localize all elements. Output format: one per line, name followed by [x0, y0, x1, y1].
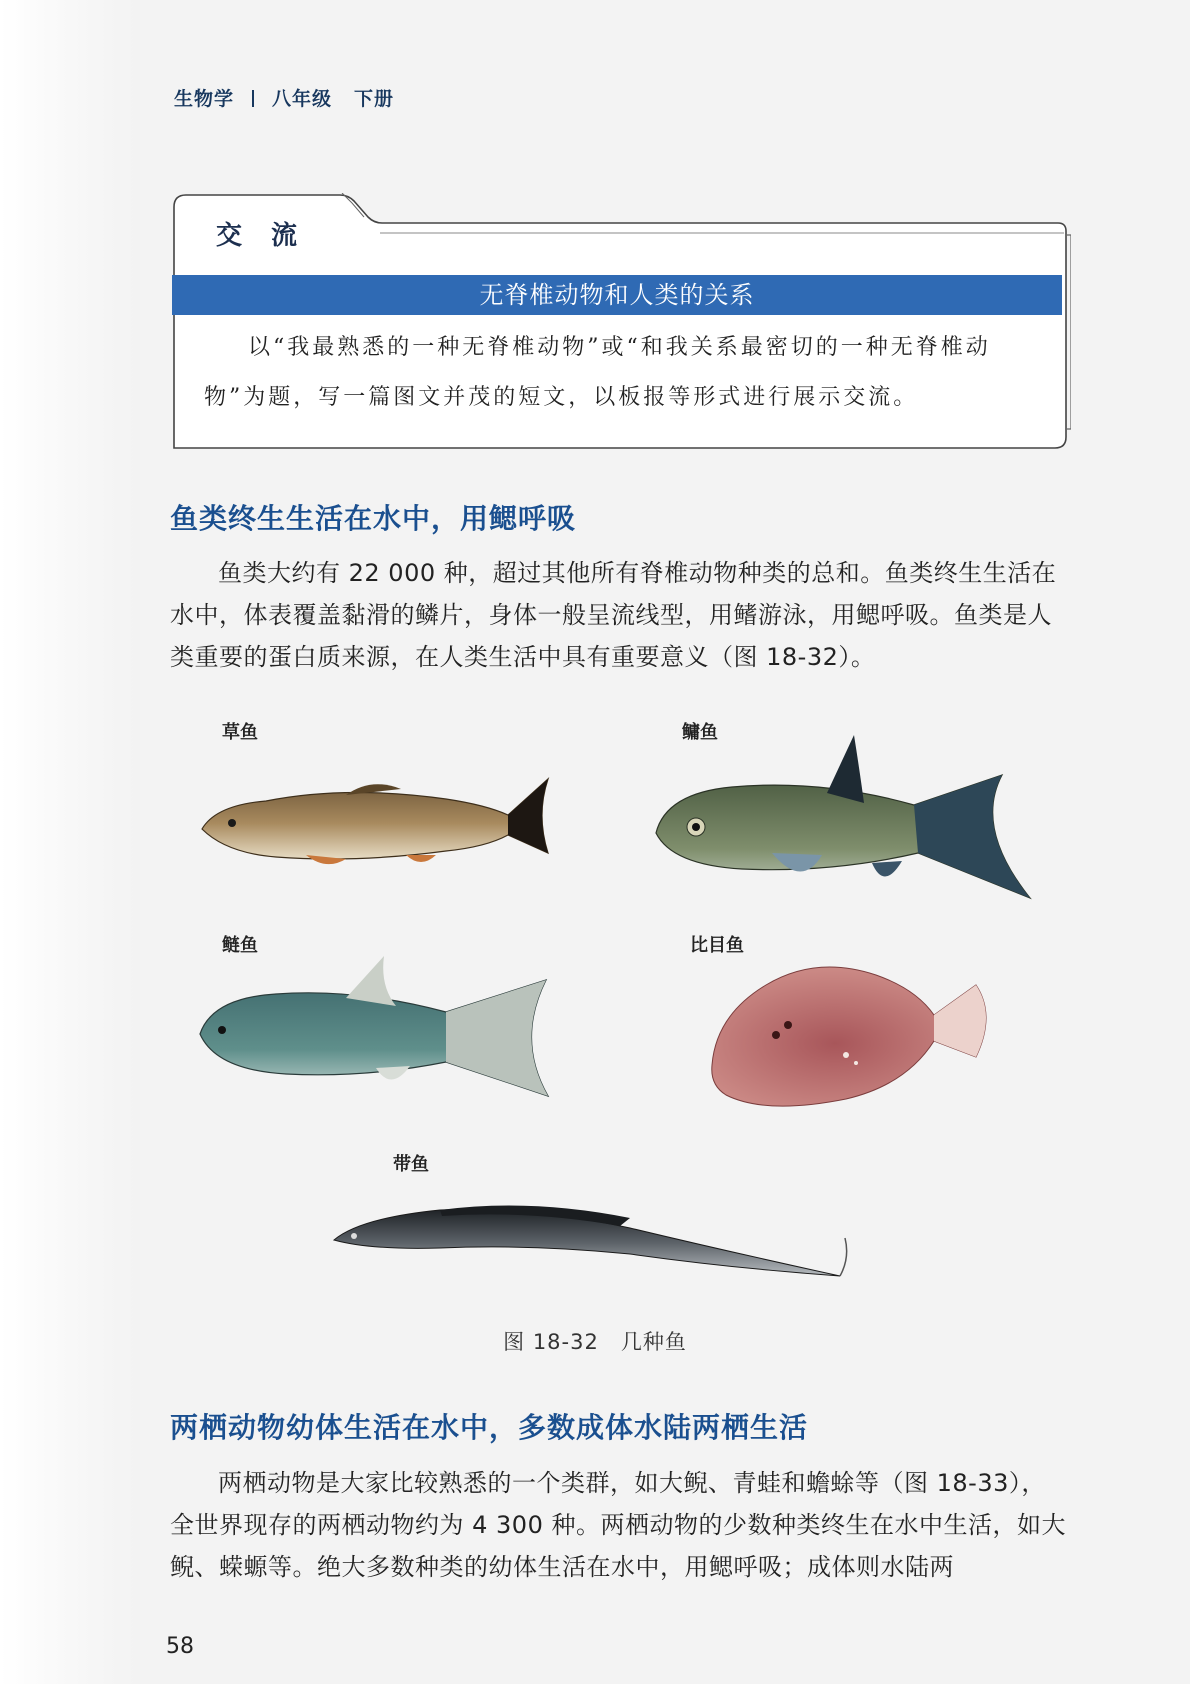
- running-header: [174, 84, 394, 111]
- header-subject: 生物学: [174, 88, 235, 110]
- label-flatfish: 比目鱼: [690, 935, 744, 956]
- exchange-label: 交 流: [216, 221, 308, 251]
- exchange-title: 无脊椎动物和人类的关系: [479, 281, 755, 309]
- paragraph-fish: 鱼类大约有 22 000 种，超过其他所有脊椎动物种类的总和。鱼类终生生活在水中，体表覆盖黏滑的鳞片，身体一般呈流线型，用鳍游泳，用鳃呼吸。鱼类是人类重要的蛋白质来源，在人类生活中具有重要意义（图 18-32）。: [170, 559, 1057, 671]
- page-margin: [0, 0, 136, 1684]
- header-volume: 下册: [354, 88, 395, 110]
- exchange-body: 以“我最熟悉的一种无脊椎动物”或“和我关系最密切的一种无脊椎动物”为题，写一篇图文并茂的短文，以板报等形式进行展示交流。: [204, 335, 991, 410]
- paragraph-amphibian: 两栖动物是大家比较熟悉的一个类群，如大鲵、青蛙和蟾蜍等（图 18-33），全世界现存的两栖动物约为 4 300 种。两栖动物的少数种类终生在水中生活，如大鲵、蝾螈等。绝大多数种类的幼体生活在水中，用鳃呼吸；成体则水陆两: [170, 1469, 1066, 1581]
- label-grass-carp: 草鱼: [222, 722, 258, 743]
- label-bighead-carp: 鳙鱼: [682, 722, 718, 743]
- silver-carp-icon: [196, 950, 556, 1110]
- bighead-carp-icon: [652, 733, 1042, 903]
- figure-caption: 图 18-32 几种鱼: [503, 1330, 687, 1354]
- label-silver-carp: 鲢鱼: [222, 935, 258, 956]
- page-number: 58: [166, 1634, 194, 1659]
- section-heading-fish: 鱼类终生生活在水中，用鳃呼吸: [170, 502, 577, 535]
- hairtail-icon: [330, 1188, 850, 1288]
- header-divider: [252, 90, 254, 107]
- exchange-box: [170, 193, 1071, 449]
- header-grade: 八年级: [272, 88, 333, 110]
- grass-carp-icon: [196, 765, 556, 875]
- label-hairtail: 带鱼: [393, 1154, 429, 1175]
- section-heading-amphibian: 两栖动物幼体生活在水中，多数成体水陆两栖生活: [170, 1411, 809, 1444]
- flatfish-icon: [706, 945, 996, 1115]
- exchange-title-bar: [172, 275, 1062, 315]
